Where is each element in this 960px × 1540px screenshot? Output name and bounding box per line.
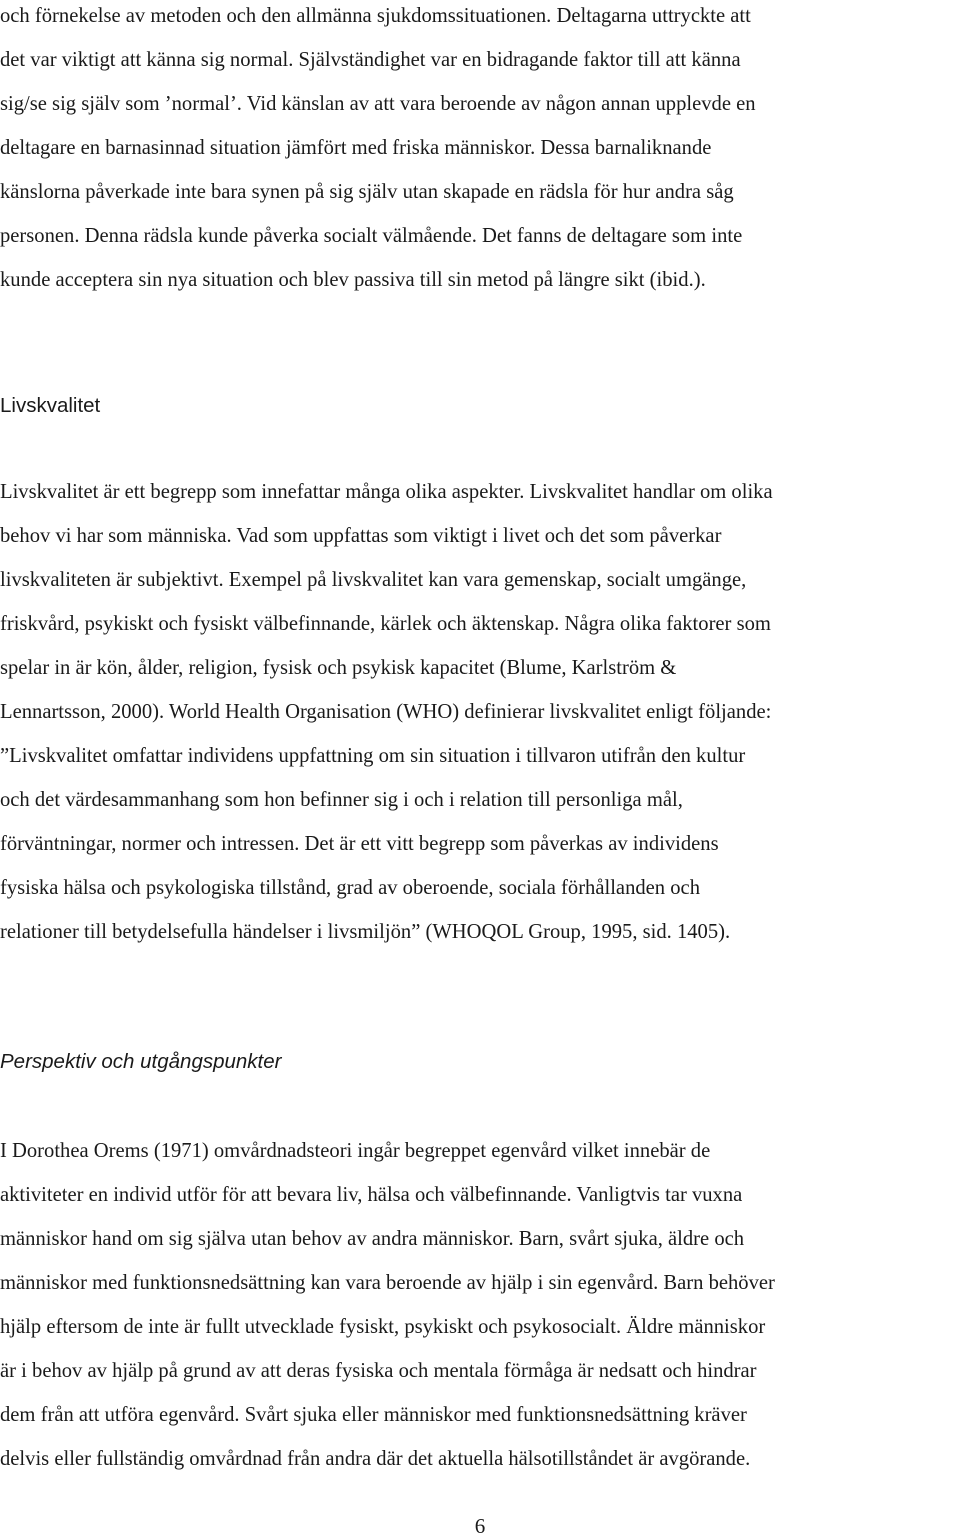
text-line: fysiska hälsa och psykologiska tillstånd, grad av oberoende, sociala förhållanden och	[0, 877, 700, 899]
text-line: delvis eller fullständig omvårdnad från andra där det aktuella hälsotillståndet är avgörande.	[0, 1448, 751, 1470]
text-line: och förnekelse av metoden och den allmänna sjukdomssituationen. Deltagarna uttryckte att	[0, 5, 751, 27]
text-line: hjälp eftersom de inte är fullt utvecklade fysiskt, psykiskt och psykosocialt. Äldre människor	[0, 1316, 766, 1338]
text-line: livskvaliteten är subjektivt. Exempel på livskvalitet kan vara gemenskap, socialt umgänge,	[0, 569, 747, 591]
text-line: I Dorothea Orems (1971) omvårdnadsteori ingår begreppet egenvård vilket innebär de	[0, 1140, 711, 1162]
paragraph-1	[0, 0, 960, 302]
paragraph-2	[0, 470, 960, 954]
section-heading-perspektiv: Perspektiv och utgångspunkter	[0, 1050, 282, 1073]
section-heading-livskvalitet: Livskvalitet	[0, 394, 101, 417]
text-line: sig/se sig själv som ’normal’. Vid känslan av att vara beroende av någon annan upplevde en	[0, 93, 756, 115]
text-line: friskvård, psykiskt och fysiskt välbefinnande, kärlek och äktenskap. Några olika faktorer som	[0, 613, 771, 635]
text-line: personen. Denna rädsla kunde påverka socialt välmående. Det fanns de deltagare som inte	[0, 225, 743, 247]
text-line: dem från att utföra egenvård. Svårt sjuka eller människor med funktionsnedsättning kräver	[0, 1404, 747, 1426]
text-line: aktiviteter en individ utför för att bevara liv, hälsa och välbefinnande. Vanligtvis tar vuxna	[0, 1184, 743, 1206]
text-line: ”Livskvalitet omfattar individens uppfattning om sin situation i tillvaron utifrån den kultur	[0, 745, 746, 767]
text-line: Livskvalitet är ett begrepp som innefattar många olika aspekter. Livskvalitet handlar om olika	[0, 481, 773, 503]
text-line: människor med funktionsnedsättning kan vara beroende av hjälp i sin egenvård. Barn behöver	[0, 1272, 775, 1294]
text-line: är i behov av hjälp på grund av att deras fysiska och mentala förmåga är nedsatt och hindrar	[0, 1360, 757, 1382]
text-line: kunde acceptera sin nya situation och blev passiva till sin metod på längre sikt (ibid.).	[0, 269, 706, 291]
text-line: känslorna påverkade inte bara synen på sig själv utan skapade en rädsla för hur andra såg	[0, 181, 734, 203]
paragraph-3	[0, 1129, 960, 1481]
text-line: förväntningar, normer och intressen. Det är ett vitt begrepp som påverkas av individens	[0, 833, 719, 855]
text-line: behov vi har som människa. Vad som uppfattas som viktigt i livet och det som påverkar	[0, 525, 722, 547]
text-line: det var viktigt att känna sig normal. Självständighet var en bidragande faktor till att känna	[0, 49, 741, 71]
page-number: 6	[474, 1514, 486, 1538]
text-line: deltagare en barnasinnad situation jämfört med friska människor. Dessa barnaliknande	[0, 137, 712, 159]
text-line: relationer till betydelsefulla händelser i livsmiljön” (WHOQOL Group, 1995, sid. 1405).	[0, 921, 731, 943]
text-line: Lennartsson, 2000). World Health Organisation (WHO) definierar livskvalitet enligt följande:	[0, 701, 772, 723]
text-line: människor hand om sig själva utan behov av andra människor. Barn, svårt sjuka, äldre och	[0, 1228, 745, 1250]
text-line: och det värdesammanhang som hon befinner sig i och i relation till personliga mål,	[0, 789, 683, 811]
text-line: spelar in är kön, ålder, religion, fysisk och psykisk kapacitet (Blume, Karlström &	[0, 657, 677, 679]
